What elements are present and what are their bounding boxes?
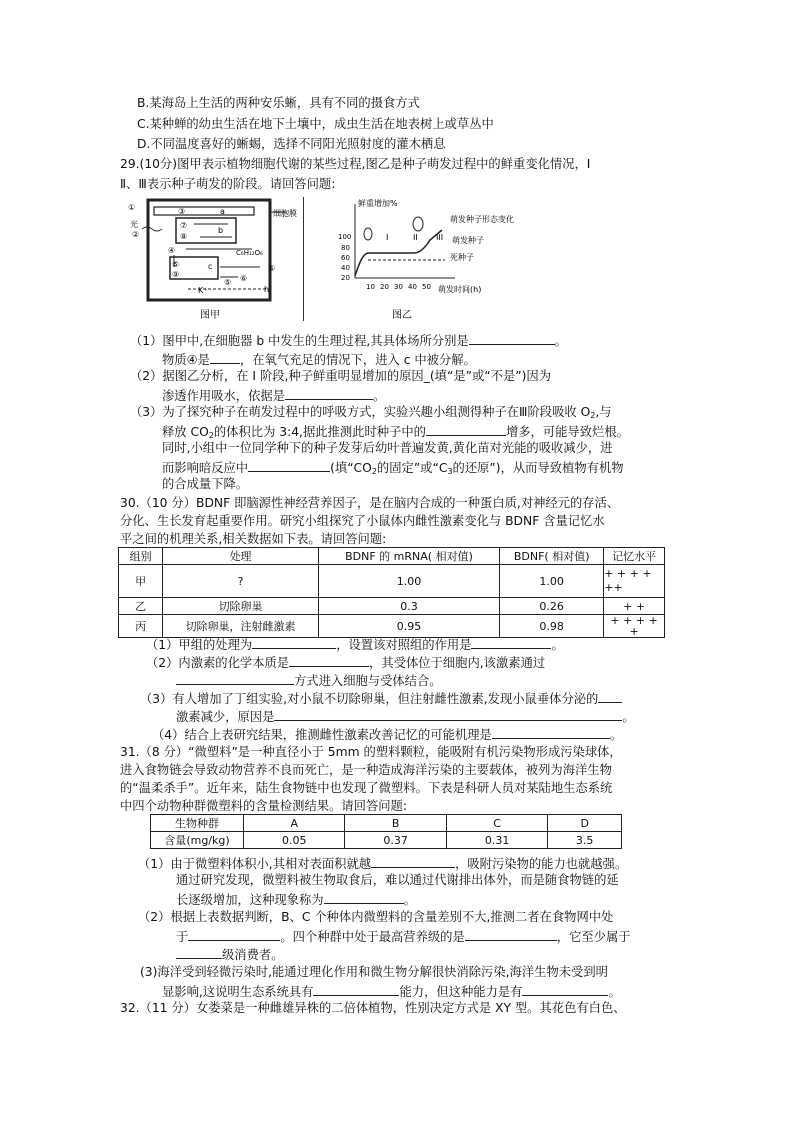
fig-jia-caption: 图甲 (200, 310, 220, 321)
fig-jia-label-h: h (264, 285, 270, 294)
table-header-row (151, 815, 622, 832)
q29-s3e: 的合成量下降。 (162, 477, 249, 491)
q31-s1: （1）由于微塑料体积小,其相对表面积就越 ，吸附污染物的能力也就越强。 (138, 857, 628, 871)
table-header: 生物种群 (151, 815, 244, 832)
fig-yi-ytick: 20 (341, 274, 350, 282)
q32-stem-1: 32.（11 分）女娄菜是一种雌雄异株的二倍体植物，性别决定方式是 XY 型。其花色有白色、 (120, 1001, 626, 1015)
table-cell: + + + + ++ (604, 565, 665, 598)
fig-jia-label-3: ③ (178, 207, 186, 216)
fig-yi-legend-dead: 死种子 (450, 253, 474, 262)
fig-yi-xtick: 40 (408, 283, 417, 291)
fig-yi-stage-2: II (413, 233, 418, 242)
q30-table (118, 547, 665, 638)
table-cell: 0.3 (318, 598, 499, 615)
q31-s2b: 于 。四个种群中处于最高营养级的是 ，它至少属于 (176, 930, 631, 944)
q31-stem-3: 的“温柔杀手”。近年来，陆生食物链中也发现了微塑料。下表是科研人员对某陆地生态系统 (120, 781, 613, 795)
table-header: B (345, 815, 446, 832)
fig-yi-ytick: 40 (341, 264, 350, 272)
table-header: D (548, 815, 622, 832)
q31-s3b: 显影响,这说明生态系统具有 能力，但这种能力是有 。 (162, 985, 621, 999)
q29-stem-1: 29.(10分)图甲表示植物细胞代谢的某些过程,图乙是种子萌发过程中的鲜重变化情况，I (120, 157, 591, 171)
table-header: 处理 (163, 548, 319, 565)
table-row (119, 565, 665, 598)
q30-s4: （4）结合上表研究结果，推测雌性激素改善记忆的可能机理是 。 (152, 728, 623, 742)
fig-yi-legend-shape: 萌发种子形态变化 (450, 215, 514, 224)
table-row (119, 615, 665, 638)
fig-jia-label-2: ② (132, 230, 140, 239)
fig-jia-label-light: 光 (130, 220, 138, 229)
fig-yi-stage-3: III (436, 233, 444, 242)
table-cell: 1.00 (500, 565, 604, 598)
fig-yi-legend-germ: 萌发种子 (452, 236, 484, 245)
q30-s3: （3）有人增加了丁组实验,对小鼠不切除卵巢，但注射雌性激素,发现小鼠垂体分泌的 (140, 691, 622, 705)
table-header: 记忆水平 (604, 548, 665, 565)
table-cell: 3.5 (548, 832, 622, 849)
fig-yi-xtick: 10 (366, 283, 375, 291)
table-row (119, 598, 665, 615)
q29-s1b: 物质④是 ，在氧气充足的情况下，进入 c 中被分解。 (162, 353, 476, 367)
figure-yi (330, 196, 530, 322)
q31-s2c: 级消费者。 (176, 947, 284, 961)
table-row (151, 832, 622, 849)
table-header: BDNF 的 mRNA( 相对值) (318, 548, 499, 565)
q30-stem-3: 平之间的机理关系,相关数据如下表。请回答问题: (120, 532, 387, 546)
table-cell: 0.26 (500, 598, 604, 615)
fig-jia-label-7: ⑦ (180, 221, 188, 230)
q29-s2a: （2）据图乙分析，在 I 阶段,种子鲜重明显增加的原因_(填“是”或“不是”)因为 (130, 369, 552, 383)
table-cell: + + + + + (604, 615, 665, 638)
fig-jia-label-5: ⑤ (172, 260, 180, 269)
q30-s1: （1）甲组的处理为 ，设置该对照组的作用是 。 (146, 638, 564, 652)
table-cell: 0.95 (318, 615, 499, 638)
q29-stem-2: Ⅱ、Ⅲ表示种子萌发的阶段。请回答问题: (120, 177, 336, 191)
fig-yi-ytick: 80 (341, 244, 350, 252)
fig-jia-label-8: ⑧ (180, 232, 188, 241)
table-cell: 切除卵巢 (163, 598, 319, 615)
q30-stem-2: 分化、生长发育起重要作用。研究小组探究了小鼠体内雌性激素变化与 BDNF 含量记忆水 (120, 514, 605, 528)
q29-s3a: （3）为了探究种子在萌发过程中的呼吸方式，实验兴趣小组测得种子在Ⅲ阶段吸收 $O_2$,与 (130, 405, 612, 420)
table-cell: ? (163, 565, 319, 598)
fig-jia-label-c: c (208, 262, 213, 271)
q30-s2: （2）内激素的化学本质是 ，其受体位于细胞内,该激素通过 (146, 656, 546, 670)
table-cell: 0.31 (446, 832, 547, 849)
table-cell: 含量(mg/kg) (151, 832, 244, 849)
q30-stem-1: 30.（10 分）BDNF 即脑源性神经营养因子，是在脑内合成的一种蛋白质,对神经元的存活、 (120, 496, 620, 510)
fig-yi-xlabel: 萌发时间(h) (438, 285, 482, 294)
fig-yi-ytick: 100 (338, 233, 352, 241)
q31-stem-2: 进入食物链会导致动物营养不良而死亡，是一种造成海洋污染的主要载体，被列为海洋生物 (120, 763, 612, 777)
q29-s3b: 释放 $CO_2$的体积比为 3:4,据此推测此时种子中的 增多，可能导致烂根。 (162, 425, 629, 440)
fig-jia-label-5b: ⑤ (224, 278, 232, 287)
fig-jia-label-k: K⁺ (198, 286, 208, 295)
q31-stem-4: 中四个动物种群微塑料的含量检测结果。请回答问题: (120, 799, 407, 813)
option-b: B.某海岛上生活的两种安乐蜥，具有不同的摄食方式 (137, 96, 420, 110)
fig-yi-xtick: 50 (422, 283, 431, 291)
fig-jia-label-6: ⑥ (268, 264, 276, 273)
fig-yi-ylabel: 鲜重增加% (358, 199, 398, 208)
table-cell: 0.05 (244, 832, 345, 849)
fig-jia-label-glucose: C₆H₁₂O₆ (236, 249, 263, 257)
fig-jia-label-a: a (220, 207, 225, 216)
table-cell: 切除卵巢，注射雌激素 (163, 615, 319, 638)
q30-s3b: 激素减少，原因是 。 (176, 710, 635, 724)
fig-jia-label-b: b (218, 226, 224, 235)
table-header: BDNF( 相对值) (500, 548, 604, 565)
table-header: C (446, 815, 547, 832)
q29-s3c: 同时,小组中一位同学种下的种子发芽后幼叶普遍发黄,黄化苗对光能的吸收减少，进 (162, 441, 613, 455)
q29-s2b: 渗透作用吸水，依据是 。 (162, 389, 386, 403)
q29-s1a: （1）图甲中,在细胞器 b 中发生的生理过程,其具体场所分别是 。 (130, 334, 568, 348)
option-d: D.不同温度喜好的蜥蜴，选择不同阳光照射度的灌木栖息 (137, 137, 446, 151)
table-header: A (244, 815, 345, 832)
q31-s1b: 通过研究发现，微塑料被生物取食后，难以通过代谢排出体外，而是随食物链的延 (176, 873, 619, 887)
table-cell: 1.00 (318, 565, 499, 598)
option-c: C.某种蝉的幼虫生活在地下土壤中，成虫生活在地表树上或草丛中 (137, 117, 494, 131)
q31-table (150, 814, 622, 849)
q31-s2: （2）根据上表数据判断，B、C 个种体内微塑料的含量差别不大,推测二者在食物网中处 (138, 910, 614, 924)
figure-jia (128, 197, 298, 322)
q31-stem-1: 31.（8 分）“微塑料”是一种直径小于 5mm 的塑料颗粒，能吸附有机污染物形成污染球体， (120, 745, 622, 759)
table-cell: 0.98 (500, 615, 604, 638)
fig-yi-caption: 图乙 (392, 310, 412, 321)
fig-yi-germ-curve (355, 230, 442, 276)
fig-jia-label-membrane: 细胞膜 (273, 209, 297, 218)
q30-s2b: 方式进入细胞与受体结合。 (176, 673, 442, 687)
fig-jia-label-9: ⑨ (172, 270, 180, 279)
fig-yi-stage-1: I (386, 233, 389, 242)
fig-jia-label-6b: ⑥ (240, 274, 248, 283)
table-header: 组别 (119, 548, 163, 565)
table-cell: 甲 (119, 565, 163, 598)
table-header-row (119, 548, 665, 565)
q29-s3d: 而影响暗反应中 (填“$CO_2$的固定”或“$C_3$的还原”)，从而导致植物有机物 (162, 461, 624, 476)
table-cell: 丙 (119, 615, 163, 638)
fig-jia-label-4: ④ (168, 246, 176, 255)
table-cell: 乙 (119, 598, 163, 615)
fig-yi-xtick: 30 (394, 283, 403, 291)
q31-s1c: 长逐级增加，这种现象称为 。 (176, 893, 416, 907)
table-cell: + + (604, 598, 665, 615)
table-cell: 0.37 (345, 832, 446, 849)
fig-jia-label-1: ① (128, 203, 136, 212)
q31-s3: (3)海洋受到轻微污染时,能通过理化作用和微生物分解很快消除污染,海洋生物未受到明 (140, 965, 608, 979)
fig-yi-xtick: 20 (380, 283, 389, 291)
fig-yi-ytick: 60 (341, 254, 350, 262)
